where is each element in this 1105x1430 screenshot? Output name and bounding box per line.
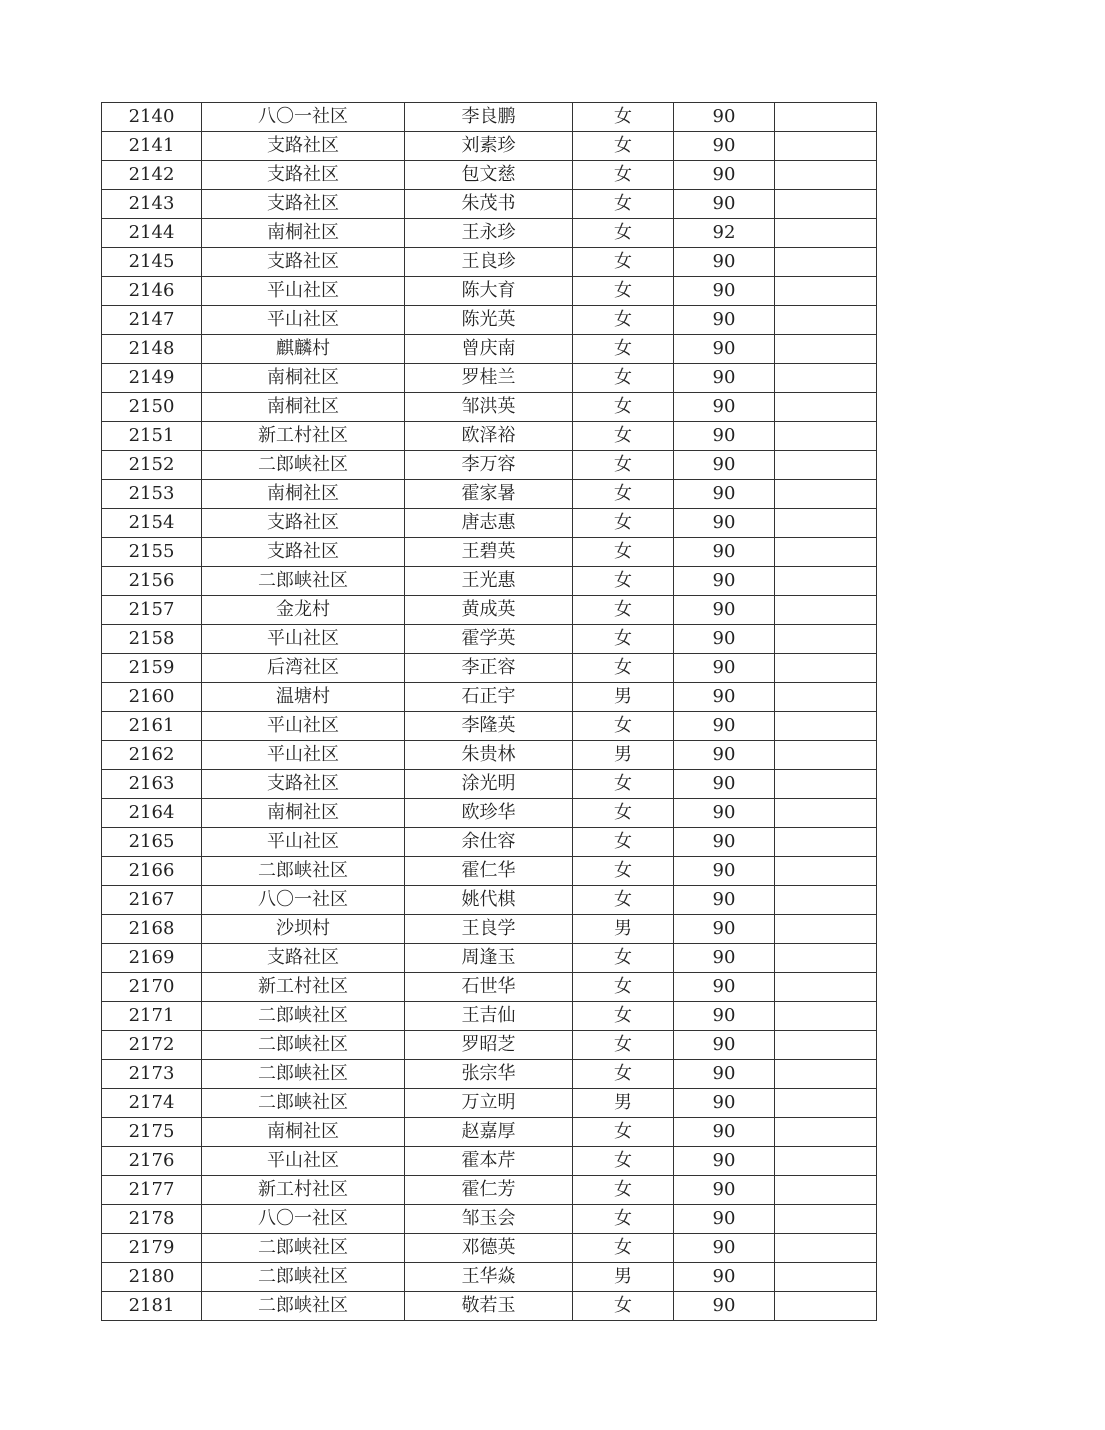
name-cell: 陈光英 [405, 306, 573, 335]
table-row [102, 683, 877, 712]
community-cell: 八〇一社区 [202, 1205, 405, 1234]
name-cell: 王光惠 [405, 567, 573, 596]
age-cell: 90 [674, 654, 775, 683]
community-cell: 二郎峡社区 [202, 1002, 405, 1031]
community-cell: 沙坝村 [202, 915, 405, 944]
gender-cell: 女 [573, 886, 674, 915]
age-cell: 90 [674, 538, 775, 567]
name-cell: 李隆英 [405, 712, 573, 741]
gender-cell: 女 [573, 161, 674, 190]
age-cell: 90 [674, 364, 775, 393]
name-cell: 邹玉会 [405, 1205, 573, 1234]
table-row [102, 1031, 877, 1060]
age-cell: 90 [674, 1263, 775, 1292]
name-cell: 朱贵林 [405, 741, 573, 770]
gender-cell: 女 [573, 364, 674, 393]
community-cell: 平山社区 [202, 277, 405, 306]
name-cell: 涂光明 [405, 770, 573, 799]
age-cell: 90 [674, 741, 775, 770]
note-cell [775, 1002, 877, 1031]
name-cell: 周逢玉 [405, 944, 573, 973]
name-cell: 霍仁华 [405, 857, 573, 886]
age-cell: 90 [674, 828, 775, 857]
serial-number-cell: 2144 [102, 219, 202, 248]
table-row [102, 1176, 877, 1205]
table-row [102, 567, 877, 596]
community-cell: 支路社区 [202, 190, 405, 219]
community-cell: 南桐社区 [202, 1118, 405, 1147]
table-row [102, 219, 877, 248]
serial-number-cell: 2153 [102, 480, 202, 509]
note-cell [775, 886, 877, 915]
name-cell: 万立明 [405, 1089, 573, 1118]
name-cell: 曾庆南 [405, 335, 573, 364]
name-cell: 余仕容 [405, 828, 573, 857]
note-cell [775, 1060, 877, 1089]
name-cell: 李正容 [405, 654, 573, 683]
serial-number-cell: 2157 [102, 596, 202, 625]
table-row [102, 335, 877, 364]
note-cell [775, 1292, 877, 1321]
gender-cell: 女 [573, 1176, 674, 1205]
table-row [102, 1089, 877, 1118]
note-cell [775, 828, 877, 857]
age-cell: 90 [674, 480, 775, 509]
gender-cell: 女 [573, 1002, 674, 1031]
gender-cell: 女 [573, 1234, 674, 1263]
gender-cell: 女 [573, 190, 674, 219]
age-cell: 90 [674, 567, 775, 596]
age-cell: 92 [674, 219, 775, 248]
serial-number-cell: 2172 [102, 1031, 202, 1060]
age-cell: 90 [674, 190, 775, 219]
gender-cell: 女 [573, 132, 674, 161]
note-cell [775, 1147, 877, 1176]
name-cell: 姚代棋 [405, 886, 573, 915]
roster-table-body [102, 103, 877, 1321]
note-cell [775, 538, 877, 567]
gender-cell: 男 [573, 1263, 674, 1292]
serial-number-cell: 2146 [102, 277, 202, 306]
table-row [102, 132, 877, 161]
table-row [102, 1002, 877, 1031]
note-cell [775, 277, 877, 306]
note-cell [775, 306, 877, 335]
gender-cell: 男 [573, 1089, 674, 1118]
serial-number-cell: 2180 [102, 1263, 202, 1292]
serial-number-cell: 2173 [102, 1060, 202, 1089]
community-cell: 支路社区 [202, 248, 405, 277]
community-cell: 新工村社区 [202, 973, 405, 1002]
serial-number-cell: 2174 [102, 1089, 202, 1118]
note-cell [775, 509, 877, 538]
name-cell: 欧泽裕 [405, 422, 573, 451]
table-row [102, 1205, 877, 1234]
note-cell [775, 161, 877, 190]
community-cell: 支路社区 [202, 944, 405, 973]
name-cell: 石正宇 [405, 683, 573, 712]
community-cell: 支路社区 [202, 132, 405, 161]
age-cell: 90 [674, 393, 775, 422]
serial-number-cell: 2169 [102, 944, 202, 973]
community-cell: 二郎峡社区 [202, 1292, 405, 1321]
note-cell [775, 683, 877, 712]
note-cell [775, 335, 877, 364]
gender-cell: 女 [573, 857, 674, 886]
gender-cell: 女 [573, 1060, 674, 1089]
age-cell: 90 [674, 915, 775, 944]
community-cell: 平山社区 [202, 712, 405, 741]
serial-number-cell: 2140 [102, 103, 202, 132]
name-cell: 霍本芹 [405, 1147, 573, 1176]
serial-number-cell: 2176 [102, 1147, 202, 1176]
note-cell [775, 132, 877, 161]
name-cell: 王良学 [405, 915, 573, 944]
serial-number-cell: 2179 [102, 1234, 202, 1263]
community-cell: 南桐社区 [202, 393, 405, 422]
note-cell [775, 770, 877, 799]
serial-number-cell: 2159 [102, 654, 202, 683]
table-row [102, 277, 877, 306]
note-cell [775, 422, 877, 451]
serial-number-cell: 2160 [102, 683, 202, 712]
age-cell: 90 [674, 683, 775, 712]
note-cell [775, 596, 877, 625]
name-cell: 王碧英 [405, 538, 573, 567]
name-cell: 刘素珍 [405, 132, 573, 161]
gender-cell: 女 [573, 306, 674, 335]
name-cell: 赵嘉厚 [405, 1118, 573, 1147]
gender-cell: 男 [573, 915, 674, 944]
community-cell: 二郎峡社区 [202, 1031, 405, 1060]
age-cell: 90 [674, 770, 775, 799]
table-row [102, 828, 877, 857]
table-row [102, 190, 877, 219]
table-row [102, 1147, 877, 1176]
table-row [102, 538, 877, 567]
age-cell: 90 [674, 625, 775, 654]
serial-number-cell: 2161 [102, 712, 202, 741]
table-row [102, 857, 877, 886]
name-cell: 罗昭芝 [405, 1031, 573, 1060]
age-cell: 90 [674, 1205, 775, 1234]
note-cell [775, 364, 877, 393]
serial-number-cell: 2181 [102, 1292, 202, 1321]
gender-cell: 女 [573, 277, 674, 306]
age-cell: 90 [674, 1031, 775, 1060]
note-cell [775, 1118, 877, 1147]
name-cell: 王永珍 [405, 219, 573, 248]
note-cell [775, 973, 877, 1002]
gender-cell: 女 [573, 451, 674, 480]
serial-number-cell: 2168 [102, 915, 202, 944]
age-cell: 90 [674, 451, 775, 480]
roster-table [101, 102, 877, 1321]
gender-cell: 女 [573, 770, 674, 799]
note-cell [775, 857, 877, 886]
gender-cell: 女 [573, 393, 674, 422]
table-row [102, 915, 877, 944]
table-row [102, 509, 877, 538]
note-cell [775, 451, 877, 480]
serial-number-cell: 2152 [102, 451, 202, 480]
community-cell: 平山社区 [202, 741, 405, 770]
table-row [102, 973, 877, 1002]
serial-number-cell: 2166 [102, 857, 202, 886]
gender-cell: 女 [573, 712, 674, 741]
community-cell: 南桐社区 [202, 219, 405, 248]
note-cell [775, 248, 877, 277]
gender-cell: 女 [573, 1118, 674, 1147]
age-cell: 90 [674, 277, 775, 306]
community-cell: 金龙村 [202, 596, 405, 625]
community-cell: 二郎峡社区 [202, 857, 405, 886]
age-cell: 90 [674, 509, 775, 538]
age-cell: 90 [674, 248, 775, 277]
serial-number-cell: 2158 [102, 625, 202, 654]
note-cell [775, 1205, 877, 1234]
age-cell: 90 [674, 857, 775, 886]
community-cell: 平山社区 [202, 1147, 405, 1176]
table-row [102, 596, 877, 625]
age-cell: 90 [674, 1002, 775, 1031]
gender-cell: 女 [573, 1031, 674, 1060]
table-row [102, 248, 877, 277]
gender-cell: 女 [573, 654, 674, 683]
community-cell: 二郎峡社区 [202, 567, 405, 596]
note-cell [775, 944, 877, 973]
table-row [102, 161, 877, 190]
gender-cell: 女 [573, 509, 674, 538]
age-cell: 90 [674, 1089, 775, 1118]
serial-number-cell: 2148 [102, 335, 202, 364]
name-cell: 朱茂书 [405, 190, 573, 219]
serial-number-cell: 2165 [102, 828, 202, 857]
name-cell: 罗桂兰 [405, 364, 573, 393]
age-cell: 90 [674, 1234, 775, 1263]
gender-cell: 女 [573, 335, 674, 364]
name-cell: 石世华 [405, 973, 573, 1002]
community-cell: 平山社区 [202, 625, 405, 654]
name-cell: 王良珍 [405, 248, 573, 277]
note-cell [775, 654, 877, 683]
gender-cell: 男 [573, 741, 674, 770]
serial-number-cell: 2151 [102, 422, 202, 451]
table-row [102, 944, 877, 973]
gender-cell: 女 [573, 538, 674, 567]
note-cell [775, 915, 877, 944]
age-cell: 90 [674, 1292, 775, 1321]
table-row [102, 625, 877, 654]
serial-number-cell: 2145 [102, 248, 202, 277]
gender-cell: 女 [573, 248, 674, 277]
table-row [102, 1234, 877, 1263]
gender-cell: 女 [573, 1147, 674, 1176]
serial-number-cell: 2163 [102, 770, 202, 799]
community-cell: 二郎峡社区 [202, 451, 405, 480]
table-row [102, 654, 877, 683]
community-cell: 支路社区 [202, 509, 405, 538]
community-cell: 南桐社区 [202, 480, 405, 509]
note-cell [775, 799, 877, 828]
serial-number-cell: 2156 [102, 567, 202, 596]
table-row [102, 451, 877, 480]
community-cell: 温塘村 [202, 683, 405, 712]
name-cell: 欧珍华 [405, 799, 573, 828]
community-cell: 二郎峡社区 [202, 1060, 405, 1089]
note-cell [775, 219, 877, 248]
name-cell: 张宗华 [405, 1060, 573, 1089]
gender-cell: 女 [573, 625, 674, 654]
note-cell [775, 1031, 877, 1060]
note-cell [775, 741, 877, 770]
note-cell [775, 625, 877, 654]
serial-number-cell: 2149 [102, 364, 202, 393]
age-cell: 90 [674, 1176, 775, 1205]
community-cell: 二郎峡社区 [202, 1089, 405, 1118]
note-cell [775, 1176, 877, 1205]
name-cell: 邹洪英 [405, 393, 573, 422]
age-cell: 90 [674, 973, 775, 1002]
name-cell: 李万容 [405, 451, 573, 480]
note-cell [775, 103, 877, 132]
serial-number-cell: 2175 [102, 1118, 202, 1147]
name-cell: 黄成英 [405, 596, 573, 625]
name-cell: 李良鹏 [405, 103, 573, 132]
age-cell: 90 [674, 161, 775, 190]
serial-number-cell: 2150 [102, 393, 202, 422]
table-row [102, 364, 877, 393]
name-cell: 王吉仙 [405, 1002, 573, 1031]
community-cell: 支路社区 [202, 770, 405, 799]
note-cell [775, 393, 877, 422]
note-cell [775, 1263, 877, 1292]
note-cell [775, 567, 877, 596]
gender-cell: 女 [573, 828, 674, 857]
table-row [102, 712, 877, 741]
table-row [102, 1060, 877, 1089]
gender-cell: 男 [573, 683, 674, 712]
community-cell: 新工村社区 [202, 1176, 405, 1205]
table-row [102, 422, 877, 451]
community-cell: 新工村社区 [202, 422, 405, 451]
gender-cell: 女 [573, 973, 674, 1002]
community-cell: 二郎峡社区 [202, 1263, 405, 1292]
community-cell: 麒麟村 [202, 335, 405, 364]
name-cell: 陈大育 [405, 277, 573, 306]
table-row [102, 1292, 877, 1321]
gender-cell: 女 [573, 1205, 674, 1234]
age-cell: 90 [674, 799, 775, 828]
community-cell: 支路社区 [202, 161, 405, 190]
community-cell: 支路社区 [202, 538, 405, 567]
serial-number-cell: 2154 [102, 509, 202, 538]
age-cell: 90 [674, 944, 775, 973]
document-page [101, 102, 877, 1321]
community-cell: 后湾社区 [202, 654, 405, 683]
community-cell: 平山社区 [202, 828, 405, 857]
name-cell: 邓德英 [405, 1234, 573, 1263]
gender-cell: 女 [573, 596, 674, 625]
table-row [102, 306, 877, 335]
gender-cell: 女 [573, 480, 674, 509]
age-cell: 90 [674, 1147, 775, 1176]
serial-number-cell: 2162 [102, 741, 202, 770]
name-cell: 霍家暑 [405, 480, 573, 509]
note-cell [775, 1089, 877, 1118]
note-cell [775, 190, 877, 219]
gender-cell: 女 [573, 567, 674, 596]
age-cell: 90 [674, 103, 775, 132]
gender-cell: 女 [573, 944, 674, 973]
serial-number-cell: 2177 [102, 1176, 202, 1205]
age-cell: 90 [674, 886, 775, 915]
table-row [102, 886, 877, 915]
serial-number-cell: 2143 [102, 190, 202, 219]
age-cell: 90 [674, 335, 775, 364]
table-row [102, 1118, 877, 1147]
age-cell: 90 [674, 596, 775, 625]
gender-cell: 女 [573, 103, 674, 132]
name-cell: 唐志惠 [405, 509, 573, 538]
name-cell: 敬若玉 [405, 1292, 573, 1321]
table-row [102, 480, 877, 509]
community-cell: 平山社区 [202, 306, 405, 335]
table-row [102, 1263, 877, 1292]
note-cell [775, 712, 877, 741]
gender-cell: 女 [573, 1292, 674, 1321]
serial-number-cell: 2141 [102, 132, 202, 161]
age-cell: 90 [674, 712, 775, 741]
age-cell: 90 [674, 306, 775, 335]
serial-number-cell: 2178 [102, 1205, 202, 1234]
table-row [102, 741, 877, 770]
note-cell [775, 1234, 877, 1263]
community-cell: 八〇一社区 [202, 103, 405, 132]
community-cell: 南桐社区 [202, 799, 405, 828]
age-cell: 90 [674, 1060, 775, 1089]
table-row [102, 103, 877, 132]
note-cell [775, 480, 877, 509]
table-row [102, 799, 877, 828]
serial-number-cell: 2155 [102, 538, 202, 567]
gender-cell: 女 [573, 219, 674, 248]
name-cell: 霍学英 [405, 625, 573, 654]
table-row [102, 393, 877, 422]
serial-number-cell: 2142 [102, 161, 202, 190]
community-cell: 二郎峡社区 [202, 1234, 405, 1263]
serial-number-cell: 2164 [102, 799, 202, 828]
serial-number-cell: 2167 [102, 886, 202, 915]
name-cell: 包文慈 [405, 161, 573, 190]
age-cell: 90 [674, 1118, 775, 1147]
name-cell: 霍仁芳 [405, 1176, 573, 1205]
table-row [102, 770, 877, 799]
community-cell: 八〇一社区 [202, 886, 405, 915]
serial-number-cell: 2170 [102, 973, 202, 1002]
age-cell: 90 [674, 132, 775, 161]
community-cell: 南桐社区 [202, 364, 405, 393]
gender-cell: 女 [573, 422, 674, 451]
serial-number-cell: 2171 [102, 1002, 202, 1031]
age-cell: 90 [674, 422, 775, 451]
gender-cell: 女 [573, 799, 674, 828]
name-cell: 王华焱 [405, 1263, 573, 1292]
serial-number-cell: 2147 [102, 306, 202, 335]
